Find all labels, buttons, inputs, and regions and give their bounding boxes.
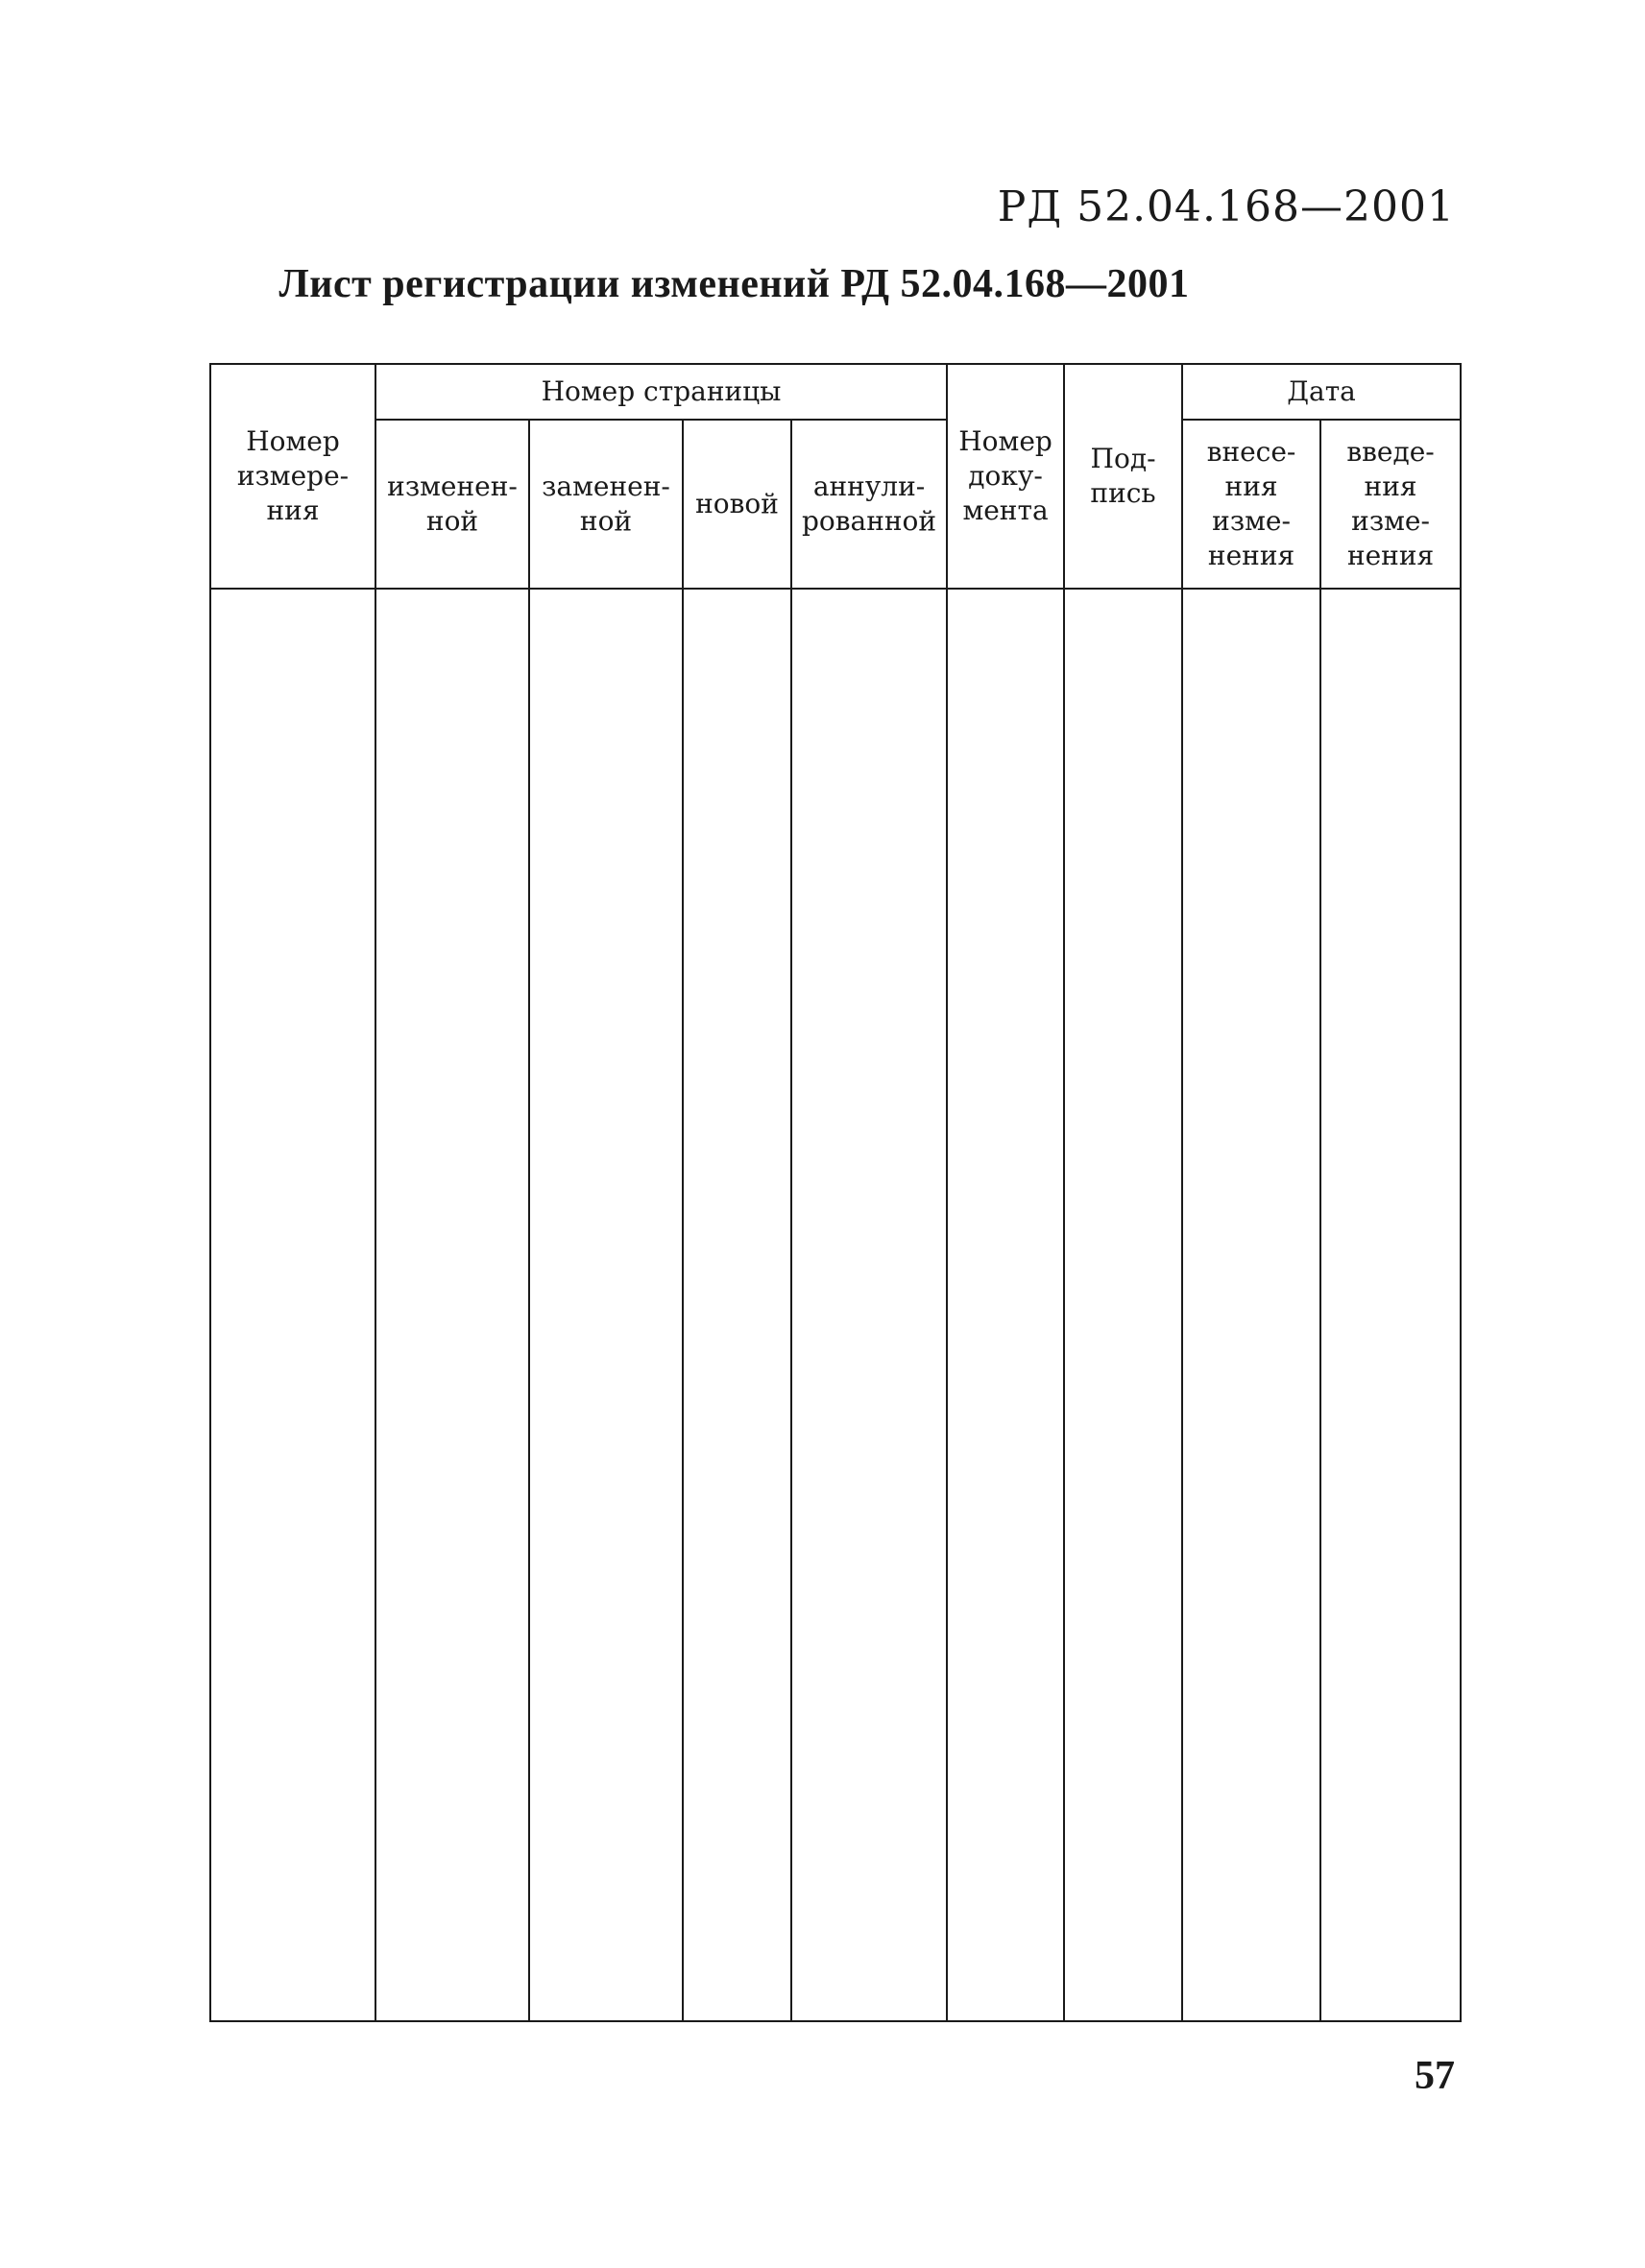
page-title: Лист регистрации изменений РД 52.04.168—2001: [278, 262, 1190, 306]
header-document-number: Номер доку- мента: [947, 364, 1064, 589]
cell-changed-page[interactable]: [375, 589, 529, 2021]
header-row-2: [210, 420, 1461, 589]
header-date-introduced: введе- ния изме- нения: [1320, 420, 1461, 589]
header-change-number: Номер измере- ния: [210, 364, 375, 589]
table-row: [210, 589, 1461, 2021]
cell-signature[interactable]: [1064, 589, 1182, 2021]
header-new-page: новой: [683, 420, 791, 589]
header-signature: Под- пись: [1064, 364, 1182, 589]
header-replaced-page: заменен- ной: [529, 420, 683, 589]
change-registration-table: [209, 363, 1460, 2022]
registration-table: [209, 363, 1462, 2022]
cell-change-number[interactable]: [210, 589, 375, 2021]
header-date-entered: внесе- ния изме- нения: [1182, 420, 1320, 589]
cell-date-introduced[interactable]: [1320, 589, 1461, 2021]
cell-date-entered[interactable]: [1182, 589, 1320, 2021]
header-changed-page: изменен- ной: [375, 420, 529, 589]
document-code: РД 52.04.168—2001: [997, 182, 1455, 231]
header-annulled-page: аннули- рованной: [791, 420, 947, 589]
cell-new-page[interactable]: [683, 589, 791, 2021]
header-row-1: [210, 364, 1461, 420]
cell-replaced-page[interactable]: [529, 589, 683, 2021]
page-number: 57: [1415, 2054, 1455, 2098]
header-date-group: Дата: [1182, 364, 1461, 420]
cell-document-number[interactable]: [947, 589, 1064, 2021]
cell-annulled-page[interactable]: [791, 589, 947, 2021]
header-page-number-group: Номер страницы: [375, 364, 947, 420]
